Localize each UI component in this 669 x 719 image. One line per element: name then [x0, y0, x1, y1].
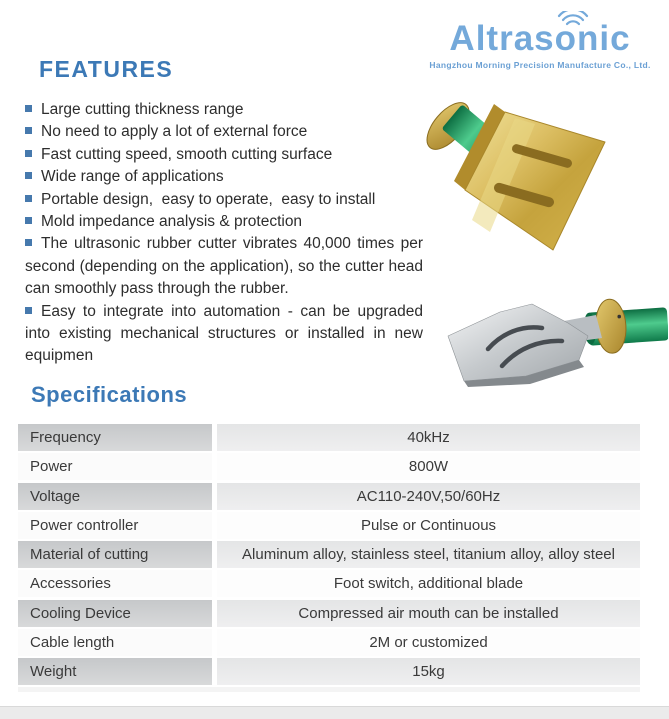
logo — [415, 8, 665, 70]
feature-item — [25, 211, 423, 233]
spec-row — [18, 424, 640, 451]
feature-text: Fast cutting speed, smooth cutting surface — [41, 145, 333, 163]
spec-row — [18, 600, 640, 627]
spec-value: 15kg — [217, 658, 640, 685]
footer-bar — [0, 706, 669, 719]
spec-value: Pulse or Continuous — [217, 512, 640, 539]
spec-row — [18, 658, 640, 685]
feature-item — [25, 233, 428, 300]
bullet-square-icon — [25, 217, 32, 224]
spec-value: AC110-240V,50/60Hz — [217, 483, 640, 510]
feature-text: Portable design, easy to operate, easy to install — [41, 190, 376, 208]
feature-item — [25, 99, 423, 121]
feature-text: Easy to integrate into automation - can be upgraded into existing mechanical structures or installed in new equipmen — [25, 302, 428, 365]
spec-label: Frequency — [18, 424, 212, 451]
feature-item — [25, 121, 423, 143]
feature-text: Mold impedance analysis & protection — [41, 213, 303, 231]
feature-text: Large cutting thickness range — [41, 101, 244, 118]
feature-text: The ultrasonic rubber cutter vibrates 40,000 times per second (depending on the application), so the cutter head can smoothly pass through the rubber. — [25, 235, 428, 298]
spec-row — [18, 570, 640, 597]
spec-label: Material of cutting — [18, 541, 212, 568]
feature-item — [25, 189, 423, 211]
feature-text: Wide range of applications — [41, 168, 224, 186]
spec-label: Weight — [18, 658, 212, 685]
spec-value: 2M or customized — [217, 629, 640, 656]
spec-label: Power — [18, 453, 212, 480]
feature-item — [25, 301, 428, 368]
signal-waves-icon — [553, 11, 593, 27]
bullet-square-icon — [25, 105, 32, 112]
feature-item — [25, 166, 423, 188]
feature-item — [25, 144, 423, 166]
spec-value: Compressed air mouth can be installed — [217, 600, 640, 627]
bullet-square-icon — [25, 150, 32, 157]
spec-label: Power controller — [18, 512, 212, 539]
bullet-square-icon — [25, 195, 32, 202]
spec-value: 40kHz — [217, 424, 640, 451]
gold-cutter-image — [412, 92, 612, 260]
features-heading: FEATURES — [39, 56, 174, 82]
spec-row — [18, 483, 640, 510]
spec-value: Aluminum alloy, stainless steel, titanium alloy, alloy steel — [217, 541, 640, 568]
feature-text: No need to apply a lot of external force — [41, 123, 308, 141]
bullet-square-icon — [25, 307, 32, 314]
table-bottom-shadow — [18, 687, 640, 692]
spec-label: Cable length — [18, 629, 212, 656]
bullet-square-icon — [25, 172, 32, 179]
spec-label: Voltage — [18, 483, 212, 510]
bullet-square-icon — [25, 239, 32, 246]
spec-value: 800W — [217, 453, 640, 480]
steel-cutter-image — [438, 283, 668, 388]
spec-row — [18, 629, 640, 656]
spec-value: Foot switch, additional blade — [217, 570, 640, 597]
spec-label: Accessories — [18, 570, 212, 597]
spec-label: Cooling Device — [18, 600, 212, 627]
brand-tagline: Hangzhou Morning Precision Manufacture Co., Ltd. — [429, 60, 651, 70]
brand-name: Altrasonic — [449, 19, 631, 58]
bullet-square-icon — [25, 127, 32, 134]
spec-row — [18, 512, 640, 539]
spec-row — [18, 541, 640, 568]
specifications-table — [18, 424, 640, 688]
specifications-heading: Specifications — [31, 382, 188, 407]
features-list — [25, 99, 428, 368]
spec-row — [18, 453, 640, 480]
